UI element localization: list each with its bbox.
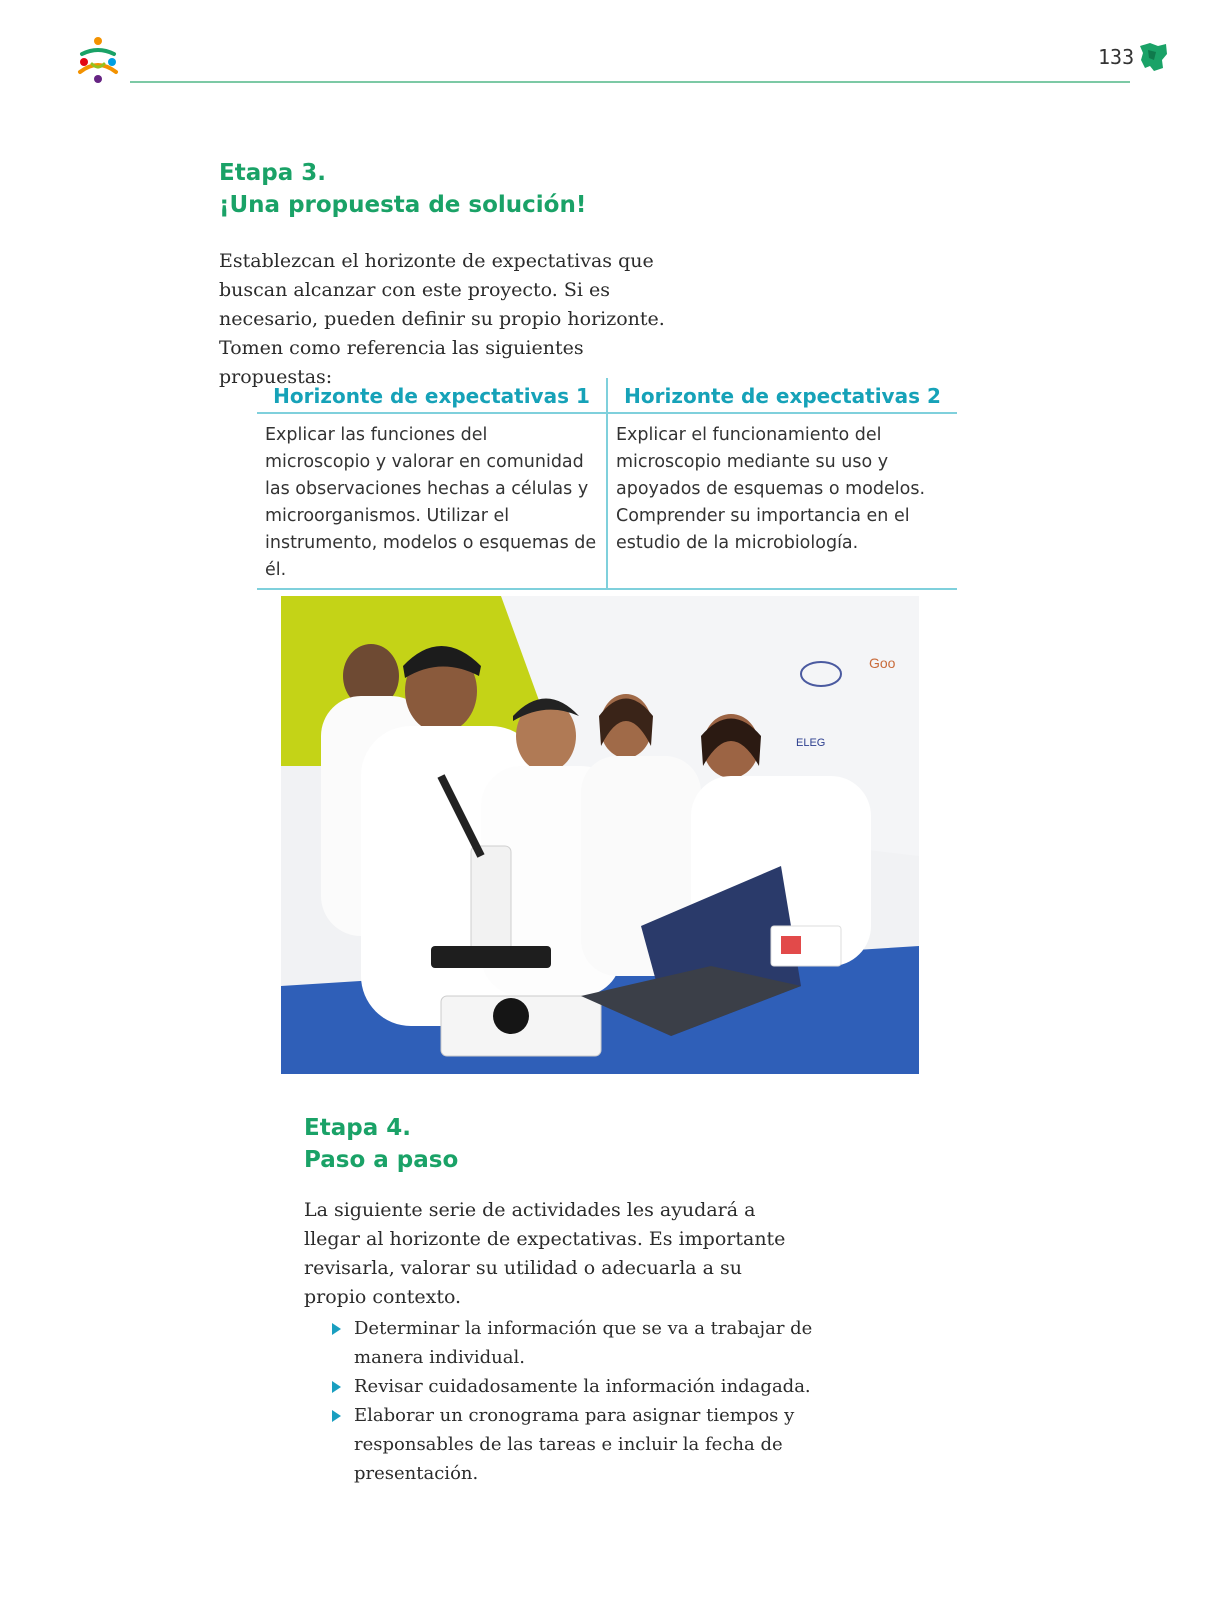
table-header-2: Horizonte de expectativas 2 [607,378,957,413]
table-row [257,413,957,589]
etapa-4-intro: La siguiente serie de actividades les ayudará a llegar al horizonte de expectativas. Es importante revisarla, valorar su utilidad o adecuarla a su propio contexto. [304,1199,786,1308]
bullet-arrow-icon [332,1323,341,1335]
step-text: Elaborar un cronograma para asignar tiempos y responsables de las tareas e incluir la fecha de presentación. [354,1405,795,1484]
list-item [330,1314,880,1372]
etapa-4-title: Etapa 4. [304,1115,411,1141]
step-text: Determinar la información que se va a trabajar de manera individual. [354,1318,813,1368]
expectations-table [257,378,957,590]
table-header-1: Horizonte de expectativas 1 [257,378,607,413]
wall-label-eleg: ELEG [796,737,826,749]
list-item [330,1401,880,1488]
lab-photo-illustration [281,596,919,1074]
steps-list [330,1314,880,1488]
table-cell-1: Explicar las funciones del microscopio y valorar en comunidad las observaciones hechas a células y microorganismos. Utilizar el instrumento, modelos o esquemas de él. [257,413,607,589]
etapa-4-subtitle: Paso a paso [304,1147,459,1173]
etapa-3-section [219,157,699,392]
step-text: Revisar cuidadosamente la información indagada. [354,1376,811,1397]
wall-label-goo: Goo [869,655,896,671]
etapa-4-section [304,1112,884,1488]
page-number: 133 [1098,45,1135,69]
etapa-3-subtitle: ¡Una propuesta de solución! [219,192,587,218]
etapa-3-title: Etapa 3. [219,160,326,186]
lab-photo [281,596,919,1074]
list-item [330,1372,880,1401]
table-cell-2: Explicar el funcionamiento del microscopio mediante su uso y apoyados de esquemas o modelos. Comprender su importancia en el estudio de la microbiología. [607,413,957,589]
header-rule [130,81,1130,83]
bullet-arrow-icon [332,1381,341,1393]
map-stamp-icon [1136,40,1170,74]
etapa-3-intro: Establezcan el horizonte de expectativas que buscan alcanzar con este proyecto. Si es necesario, pueden definir su propio horizonte. Tomen como referencia las siguientes propuestas: [219,250,665,388]
bullet-arrow-icon [332,1410,341,1422]
series-logo-icon [72,34,124,86]
